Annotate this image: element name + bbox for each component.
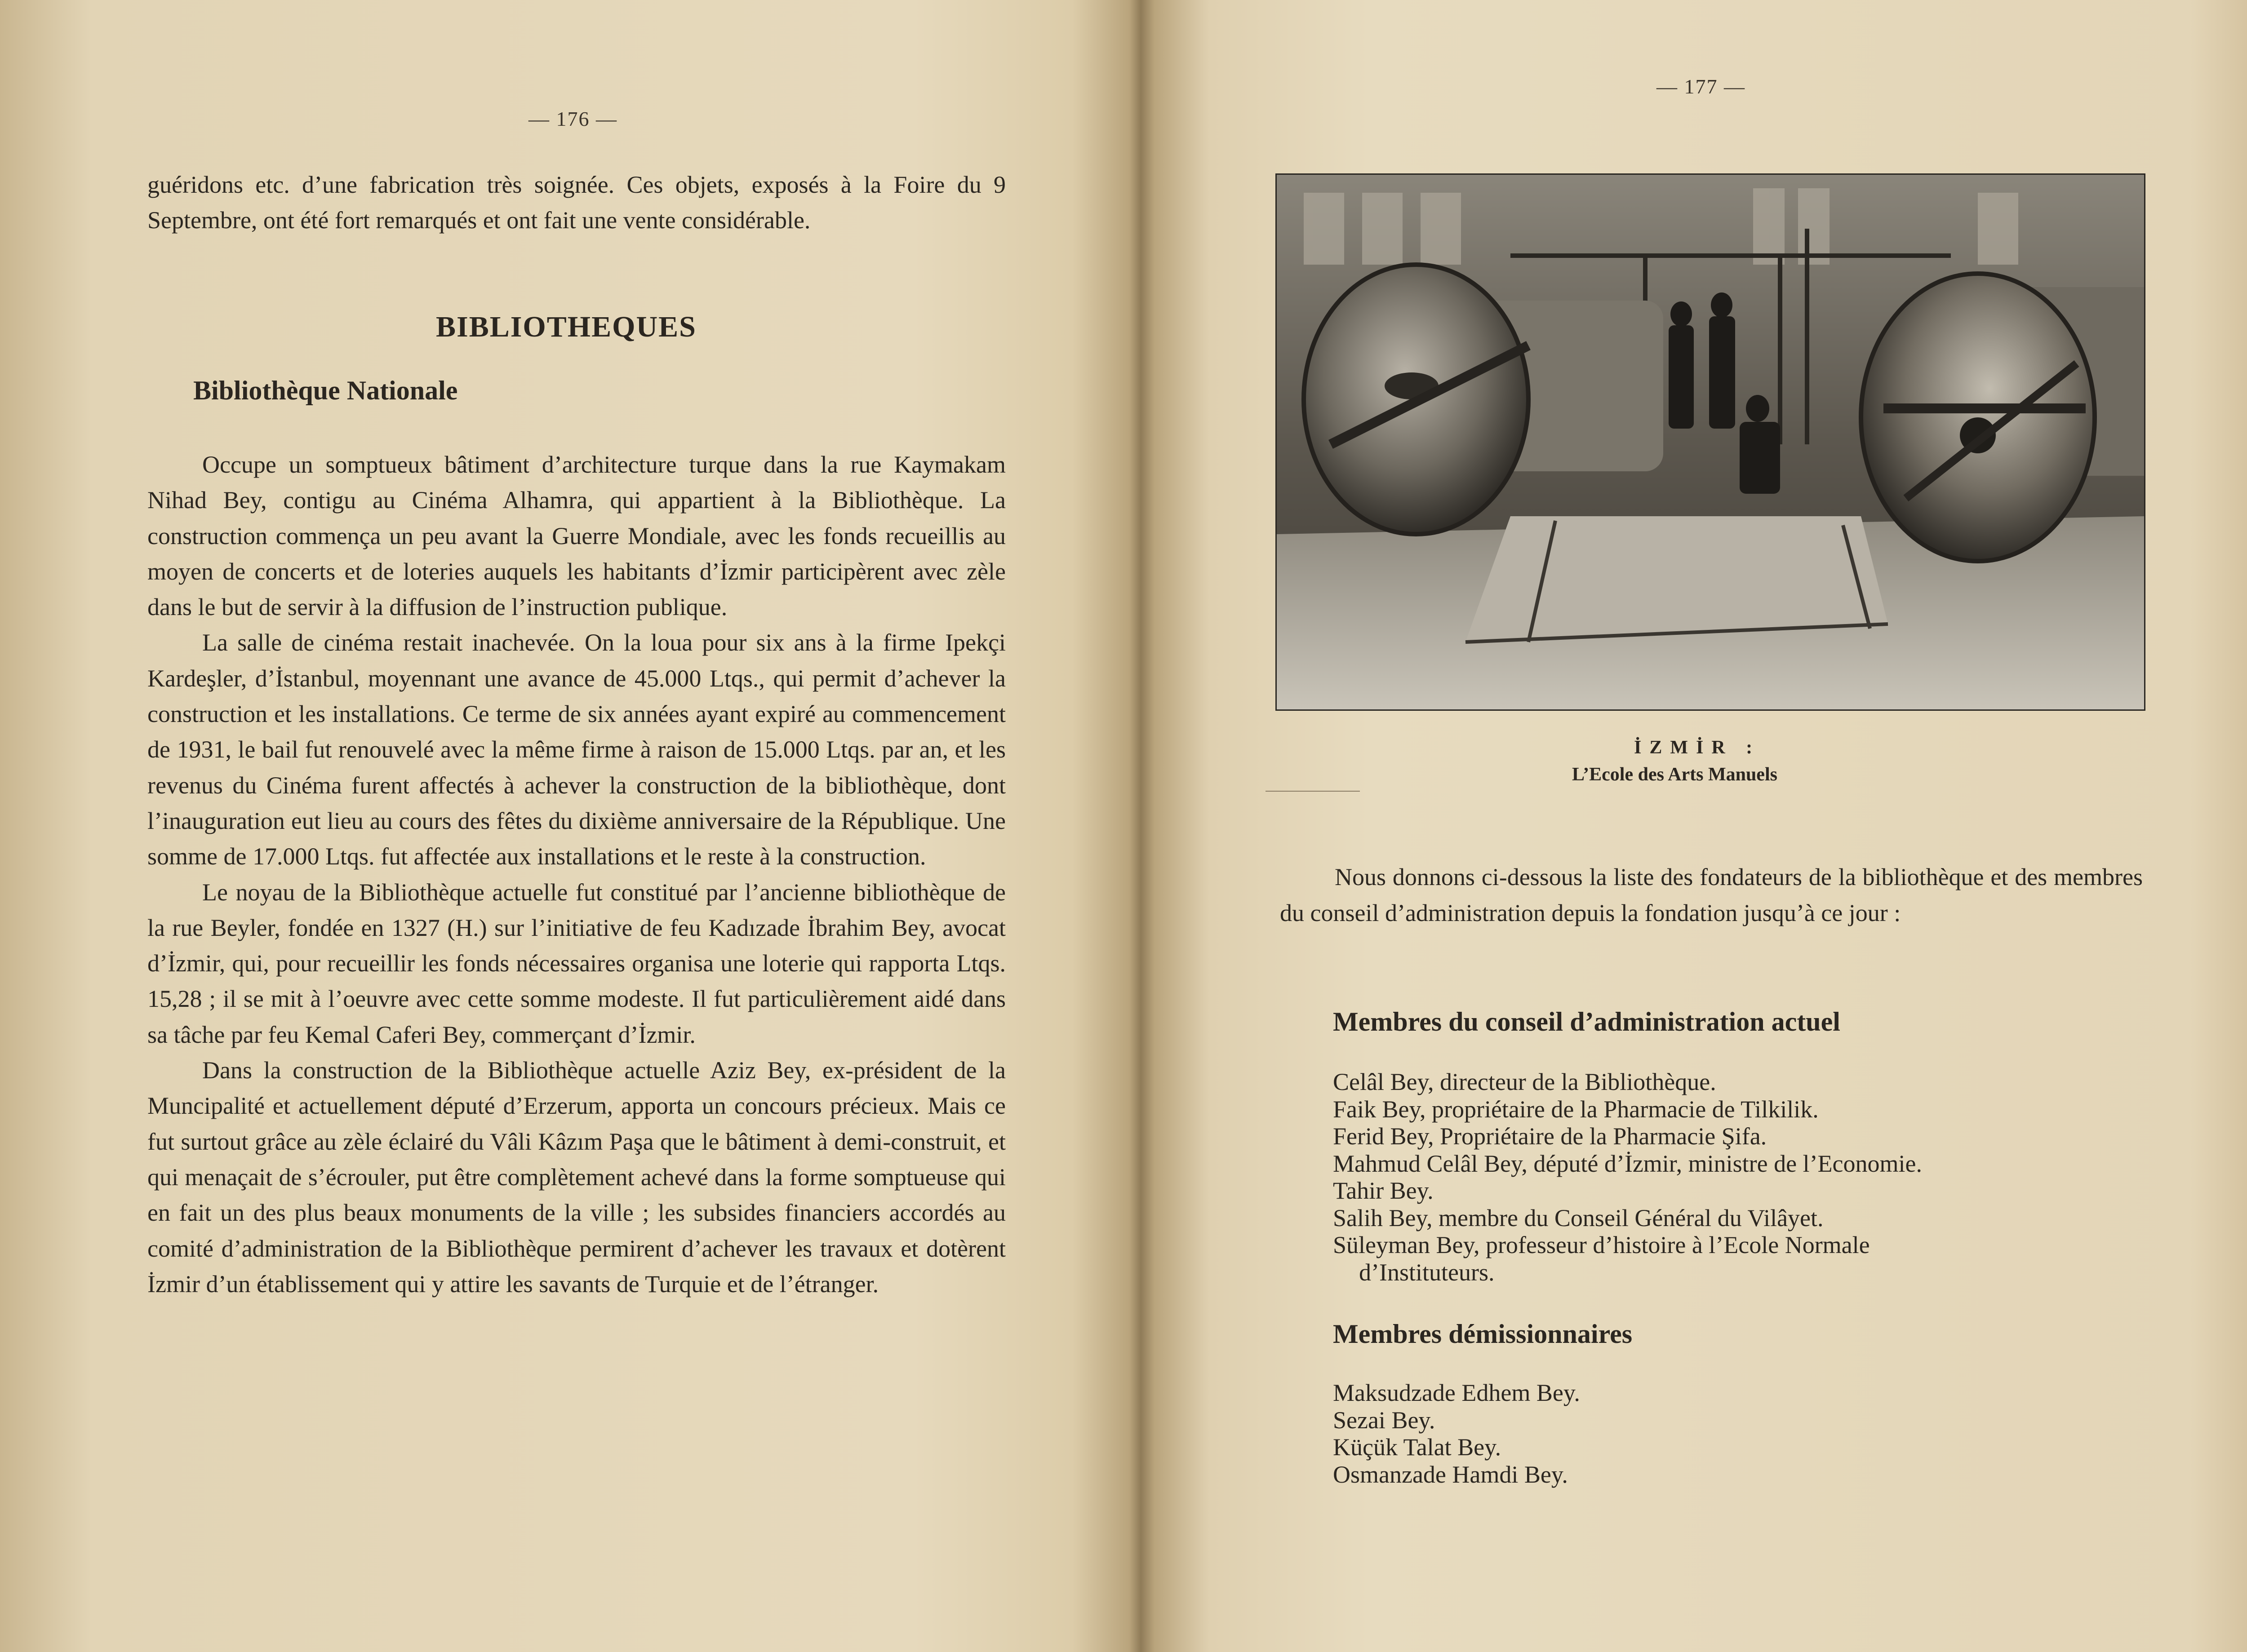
list-item: Faik Bey, propriétaire de la Pharmacie de Tilkilik. bbox=[1333, 1095, 1819, 1123]
paragraph-4: Dans la construction de la Bibliothèque actuelle Aziz Bey, ex-président de la Muncipalité et actuellement député d’Erzerum, apporta un concours précieux. Mais ce fut surtout grâce au zèle éclairé du Vâli Kâzım Paşa que le bâtiment à demi-construit, et qui menaçait de s’écrouler, put être complètement achevé dans la forme somptueuse qui en fait un des plus beaux monuments de la ville ; les subsides financiers accordés au comité d’administration de la Bibliothèque permirent d’achever les travaux et dotèrent İzmir d’un établissement qui y attire les savants de Turquie et de l’étranger. bbox=[147, 1057, 1006, 1298]
list-item-continuation: d’Instituteurs. bbox=[1359, 1258, 1495, 1286]
section-heading: BIBLIOTHEQUES bbox=[436, 310, 697, 343]
list-item: Maksudzade Edhem Bey. bbox=[1333, 1379, 1580, 1406]
list-item: Mahmud Celâl Bey, député d’İzmir, ministre de l’Economie. bbox=[1333, 1150, 1922, 1177]
photo-illustration bbox=[1277, 175, 2144, 709]
paragraph-2: La salle de cinéma restait inachevée. On la loua pour six ans à la firme Ipekçi Kardeşler, d’İstanbul, moyennant une avance de 45.000 Ltqs., qui permit d’achever la construction et les installations. Ce terme de six années ayant expiré au commencement de 1931, le bail fut renouvelé avec la même firme à raison de 15.000 Ltqs. par an, et les revenus du Cinéma furent affectés à achever la construction de la bibliothèque, dont l’inauguration eut lieu au cours des fêtes du dixième anniversaire de la République. Une somme de 17.000 Ltqs. fut affectée aux installations et le reste à la construction. bbox=[147, 629, 1006, 870]
caption-rule bbox=[1266, 791, 1360, 792]
page-number-left: — 176 — bbox=[528, 107, 617, 130]
list-item: Osmanzade Hamdi Bey. bbox=[1333, 1461, 1568, 1488]
paragraph-3: Le noyau de la Bibliothèque actuelle fut constitué par l’ancienne bibliothèque de la rue Beyler, fondée en 1327 (H.) sur l’initiative de feu Kadızade İbrahim Bey, avocat d’İzmir, qui, pour recueillir les fonds nécessaires organisa une loterie qui rapporta Ltqs. 15,28 ; il se mit à l’oeuvre avec cette somme modeste. Il fut particulièrement aidé dans sa tâche par feu Kemal Caferi Bey, commerçant d’İzmir. bbox=[147, 878, 1006, 1048]
photo-caption-place: İZMİR : bbox=[1634, 737, 1761, 758]
resigned-members-list bbox=[1333, 1379, 2133, 1488]
list-item: Tahir Bey. bbox=[1333, 1177, 1434, 1204]
list-item: Süleyman Bey, professeur d’histoire à l’Ecole Normale bbox=[1333, 1231, 1870, 1258]
body-text-left bbox=[147, 447, 1006, 1302]
paragraph-1: Occupe un somptueux bâtiment d’architecture turque dans la rue Kaymakam Nihad Bey, contigu au Cinéma Alhamra, qui appartient à la Bibliothèque. La construction commença un peu avant la Guerre Mondiale, avec les fonds recueillis au moyen de concerts et de loteries auquels les habitants d’İzmir participèrent avec zèle dans le but de servir à la diffusion de l’instruction publique. bbox=[147, 451, 1006, 621]
list-intro-text: Nous donnons ci-dessous la liste des fondateurs de la bibliothèque et des membres du conseil d’administration depuis la fondation jusqu’à ce jour : bbox=[1280, 864, 2143, 926]
page-number-right: — 177 — bbox=[1656, 75, 1745, 98]
list-item: Ferid Bey, Propriétaire de la Pharmacie Şifa. bbox=[1333, 1123, 1767, 1150]
current-board-heading: Membres du conseil d’administration actuel bbox=[1333, 1007, 1840, 1036]
list-intro bbox=[1280, 859, 2143, 931]
intro-paragraph bbox=[147, 167, 1006, 239]
intro-text: guéridons etc. d’une fabrication très soignée. Ces objets, exposés à la Foire du 9 Septembre, ont été fort remarqués et ont fait une vente considérable. bbox=[147, 171, 1006, 234]
workshop-photo bbox=[1275, 173, 2145, 711]
photo-caption-title: L’Ecole des Arts Manuels bbox=[1572, 764, 1777, 785]
list-item: Sezai Bey. bbox=[1333, 1406, 1435, 1434]
resigned-members-heading: Membres démissionnaires bbox=[1333, 1319, 1633, 1349]
current-board-list bbox=[1333, 1068, 2133, 1286]
section-subheading: Bibliothèque Nationale bbox=[193, 376, 458, 405]
list-item: Celâl Bey, directeur de la Bibliothèque. bbox=[1333, 1068, 1716, 1095]
list-item: Salih Bey, membre du Conseil Général du Vilâyet. bbox=[1333, 1204, 1824, 1231]
list-item: Küçük Talat Bey. bbox=[1333, 1434, 1501, 1461]
